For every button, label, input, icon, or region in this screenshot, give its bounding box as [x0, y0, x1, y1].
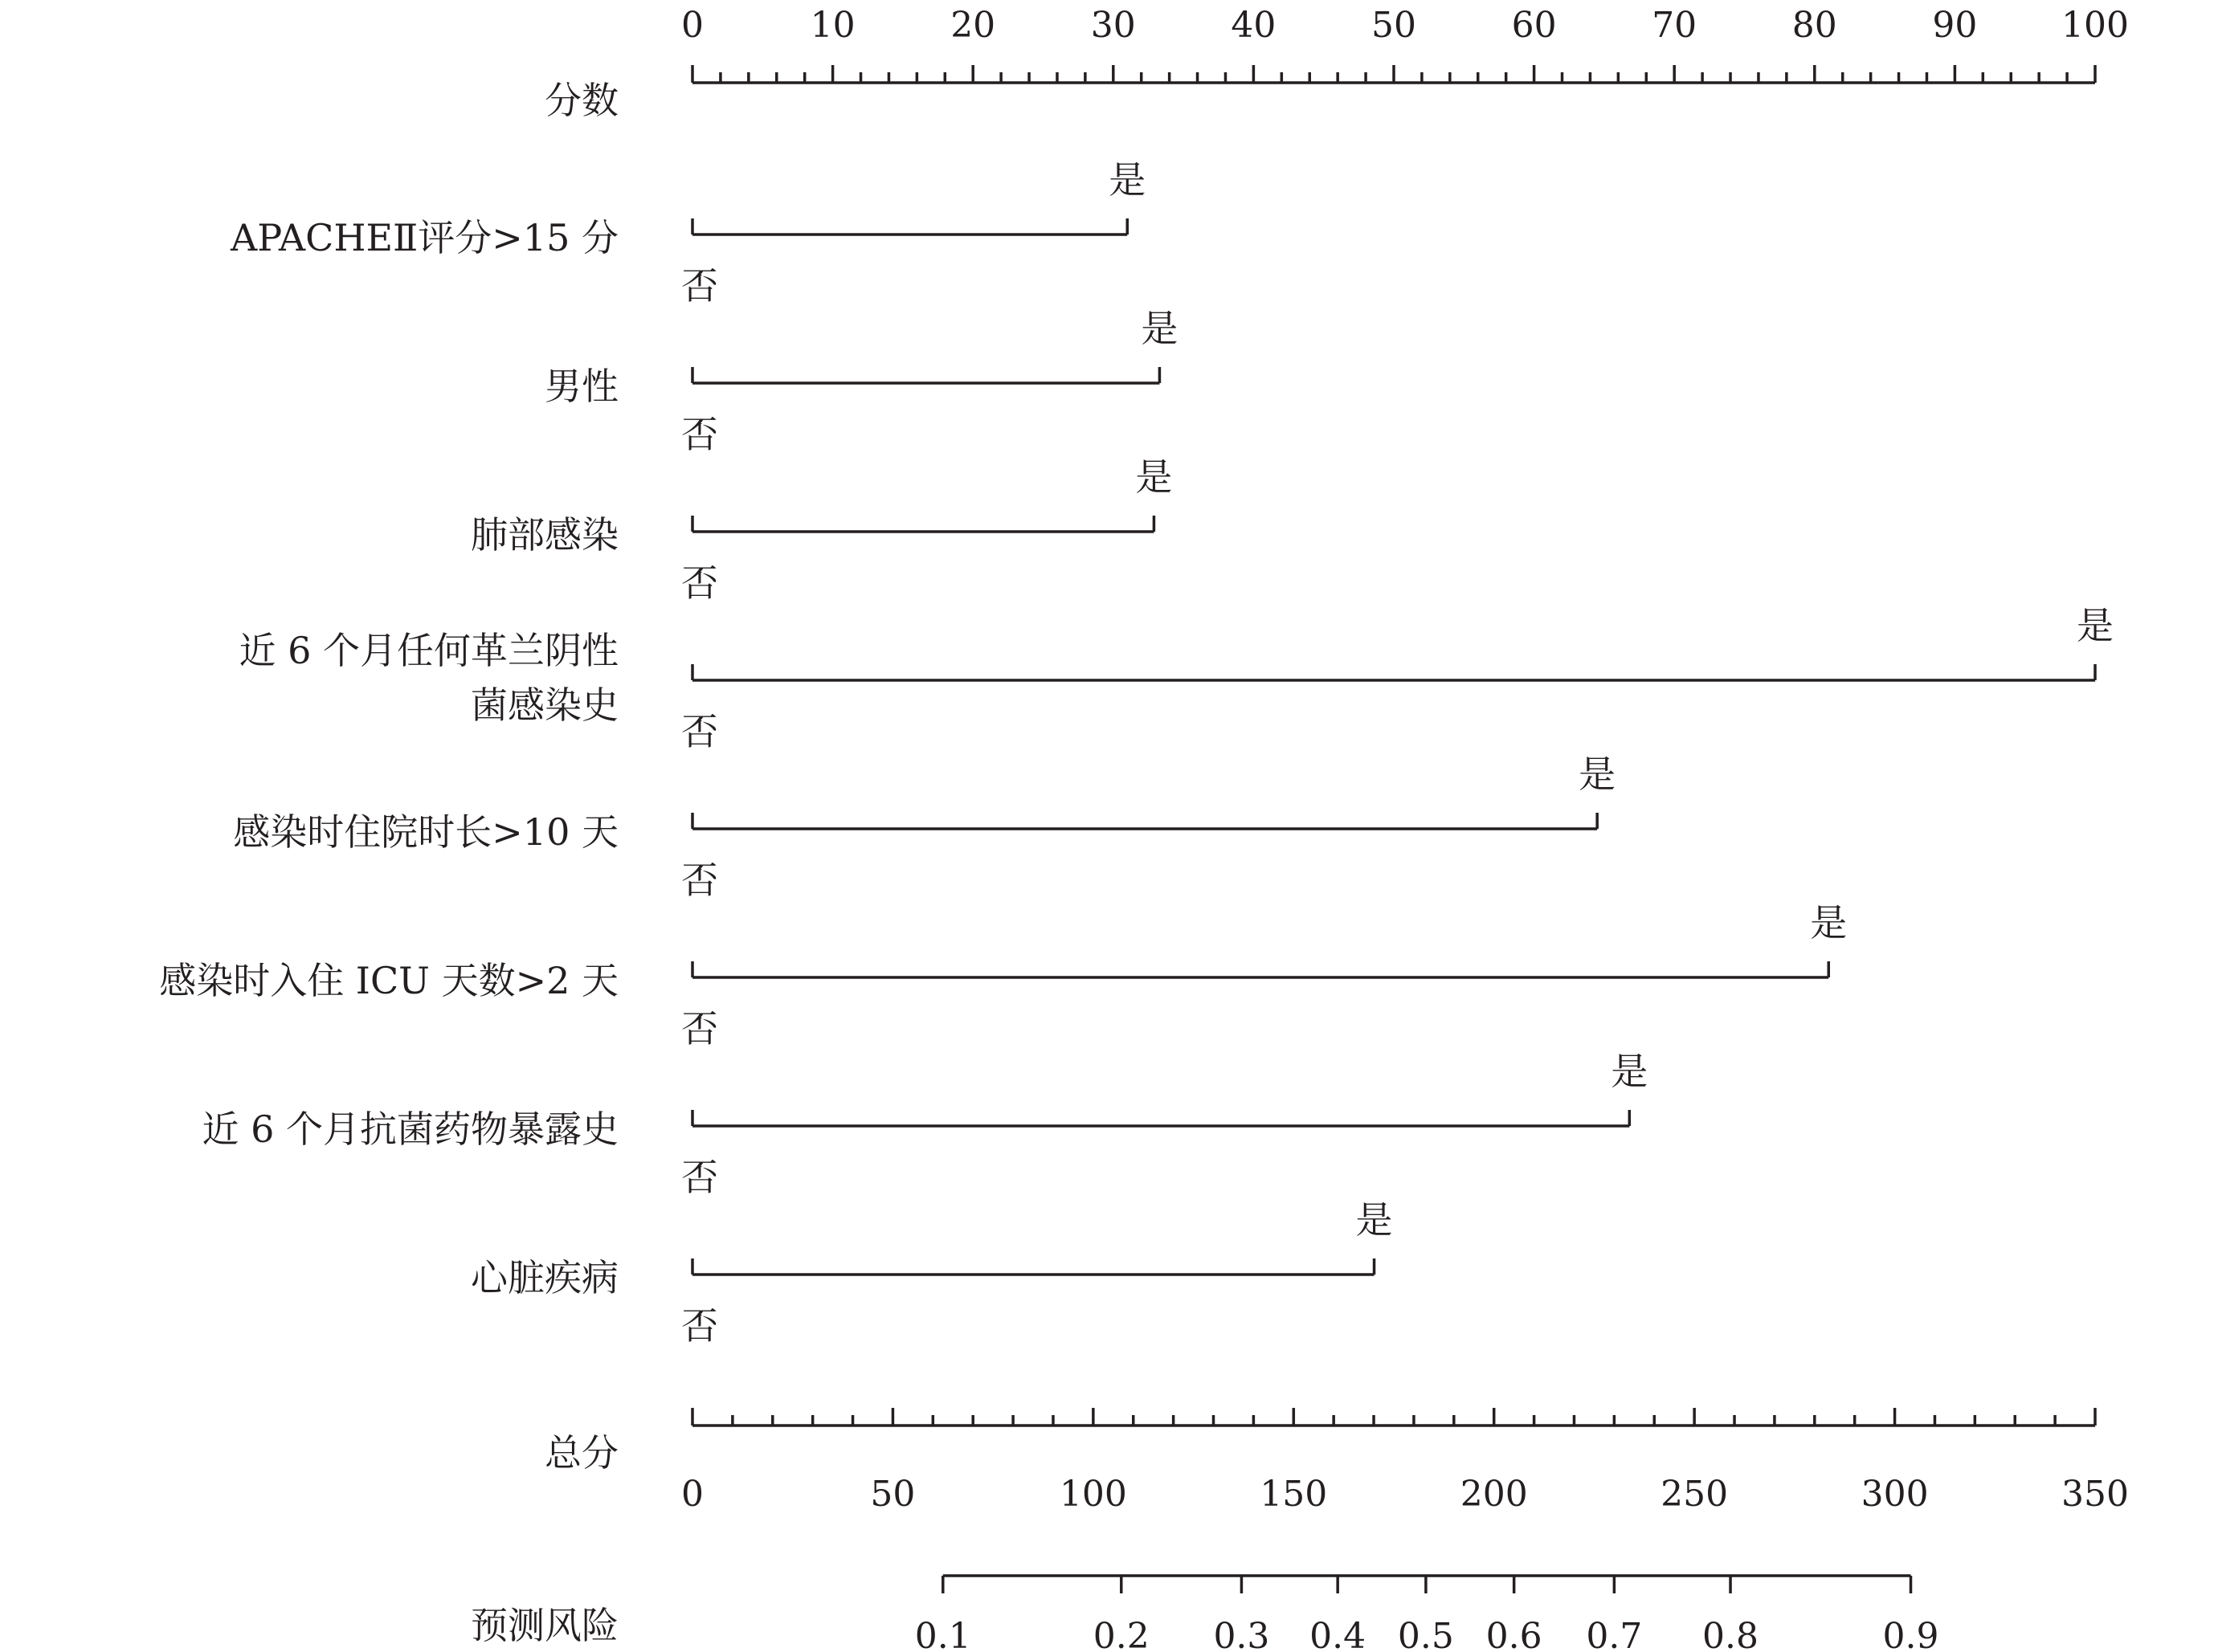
- points-tick-label: 70: [1652, 5, 1697, 46]
- risk-tick-label: 0.6: [1485, 1616, 1542, 1652]
- variable-label: 感染时住院时长>10 天: [233, 810, 619, 854]
- points-axis-title: 分数: [545, 79, 619, 122]
- variable-row: [471, 1198, 1393, 1348]
- variable-yes-label: 是: [1141, 307, 1178, 350]
- variable-no-label: 否: [681, 561, 718, 605]
- variable-row: [545, 307, 1178, 456]
- risk-tick-label: 0.1: [914, 1616, 971, 1652]
- total-tick-label: 250: [1660, 1474, 1729, 1515]
- points-tick-label: 10: [810, 5, 856, 46]
- total-tick-label: 50: [870, 1474, 916, 1515]
- variable-label-line: 近 6 个月任何革兰阴性: [239, 629, 619, 672]
- points-tick-label: 50: [1371, 5, 1416, 46]
- total-tick-label: 300: [1861, 1474, 1929, 1515]
- points-tick-label: 0: [681, 5, 704, 46]
- variable-row: [202, 1050, 1648, 1199]
- variable-no-label: 否: [681, 413, 718, 456]
- total-tick-label: 150: [1260, 1474, 1328, 1515]
- risk-tick-label: 0.4: [1309, 1616, 1366, 1652]
- variable-yes-label: 是: [1611, 1050, 1648, 1093]
- points-tick-label: 90: [1932, 5, 1978, 46]
- variable-yes-label: 是: [1135, 455, 1173, 499]
- points-tick-label: 80: [1791, 5, 1837, 46]
- variable-no-label: 否: [681, 859, 718, 902]
- variable-no-label: 否: [681, 1304, 718, 1348]
- total-points-axis: [545, 1408, 2129, 1515]
- total-tick-label: 100: [1059, 1474, 1127, 1515]
- points-tick-label: 40: [1231, 5, 1277, 46]
- risk-tick-label: 0.8: [1702, 1616, 1759, 1652]
- points-axis: [545, 5, 2129, 122]
- variable-yes-label: 是: [1109, 158, 1146, 202]
- variable-label: 男性: [545, 365, 619, 408]
- variable-yes-label: 是: [1579, 753, 1616, 796]
- variable-row: [230, 158, 1146, 308]
- variable-row: [239, 604, 2114, 753]
- variable-label: 心脏疾病: [471, 1256, 619, 1299]
- variable-label: 肺部感染: [471, 513, 619, 557]
- variable-rows: [159, 158, 2114, 1348]
- variable-yes-label: 是: [1355, 1198, 1393, 1242]
- variable-no-label: 否: [681, 264, 718, 308]
- variable-row: [471, 455, 1172, 605]
- variable-row: [233, 753, 1616, 902]
- variable-label: 近 6 个月抗菌药物暴露史: [202, 1107, 619, 1151]
- variable-row: [159, 901, 1847, 1050]
- risk-tick-label: 0.9: [1882, 1616, 1939, 1652]
- points-tick-label: 30: [1090, 5, 1136, 46]
- risk-tick-label: 0.2: [1093, 1616, 1150, 1652]
- predicted-risk-axis: [471, 1576, 1939, 1652]
- variable-label: 感染时入住 ICU 天数>2 天: [159, 959, 619, 1002]
- variable-label: APACHEⅡ评分>15 分: [230, 216, 619, 259]
- risk-axis-title: 预测风险: [471, 1604, 619, 1647]
- risk-tick-label: 0.3: [1213, 1616, 1270, 1652]
- variable-yes-label: 是: [1810, 901, 1848, 944]
- variable-yes-label: 是: [2077, 604, 2114, 647]
- total-tick-label: 0: [681, 1474, 704, 1515]
- points-tick-label: 60: [1511, 5, 1557, 46]
- points-tick-label: 100: [2061, 5, 2129, 46]
- total-tick-label: 350: [2061, 1474, 2129, 1515]
- risk-tick-label: 0.7: [1586, 1616, 1643, 1652]
- points-tick-label: 20: [950, 5, 996, 46]
- total-axis-title: 总分: [545, 1431, 619, 1475]
- variable-no-label: 否: [681, 1007, 718, 1050]
- total-tick-label: 200: [1460, 1474, 1528, 1515]
- risk-tick-label: 0.5: [1397, 1616, 1454, 1652]
- variable-no-label: 否: [681, 710, 718, 753]
- variable-no-label: 否: [681, 1156, 718, 1199]
- variable-label-line: 菌感染史: [471, 683, 619, 727]
